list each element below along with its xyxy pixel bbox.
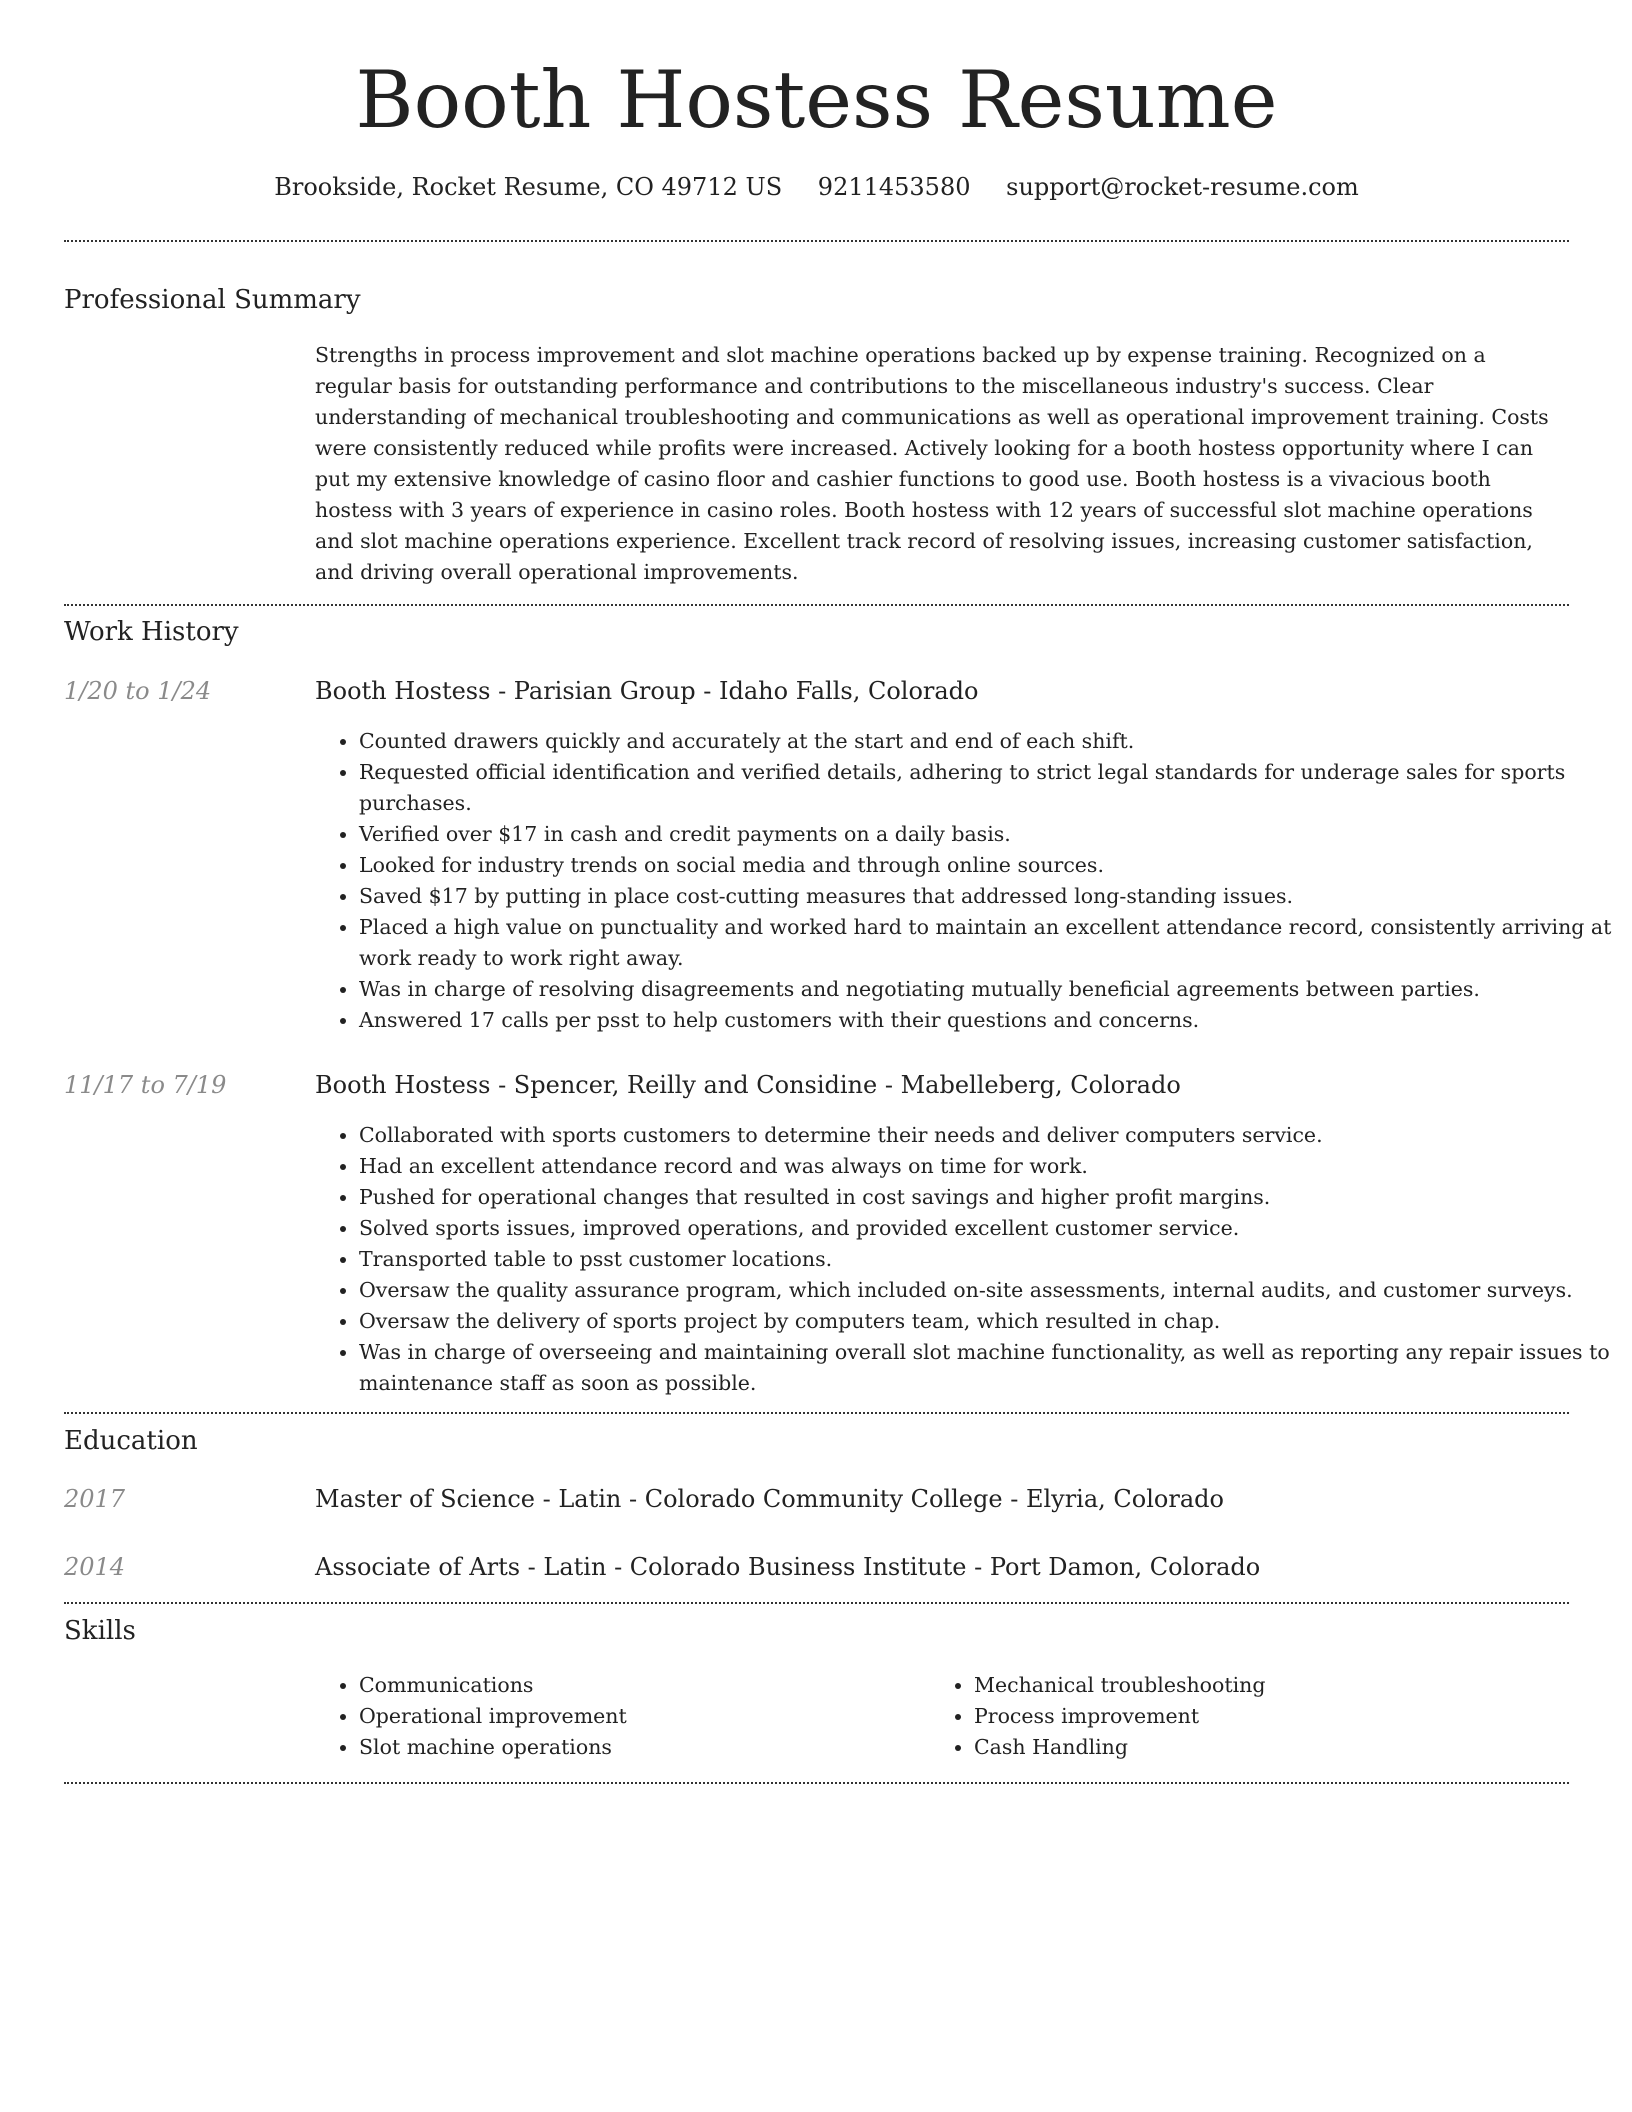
section-title-work-history: Work History [64, 617, 239, 647]
divider [64, 604, 1569, 606]
divider [64, 1602, 1569, 1604]
job-bullets [315, 1120, 1613, 1399]
contact-address: Brookside, Rocket Resume, CO 49712 US [274, 173, 783, 201]
section-title-summary: Professional Summary [64, 285, 361, 315]
summary-text: Strengths in process improvement and slot machine operations backed up by expense training. Recognized on a regular basis for outstanding performance and contributions to the miscellaneous industry's success. Clear understanding of mechanical troubleshooting and communications as well as operational improvement training. Costs were consistently reduced while profits were increased. Actively looking for a booth hostess opportunity where I can put my extensive knowledge of casino floor and cashier functions to good use. Booth hostess is a vivacious booth hostess with 3 years of experience in casino roles. Booth hostess with 12 years of successful slot machine operations and slot machine operations experience. Excellent track record of resolving issues, increasing customer satisfaction, and driving overall operational improvements. [315, 343, 1549, 584]
skill-item: • Cash Handling [974, 1732, 1534, 1763]
divider [64, 240, 1569, 242]
job-bullet: • Placed a high value on punctuality and worked hard to maintain an excellent attendance record, consistently arriving at work ready to work right away. [359, 912, 1613, 974]
job-bullet: • Was in charge of resolving disagreements and negotiating mutually beneficial agreements between parties. [359, 974, 1613, 1005]
section-title-education: Education [64, 1426, 198, 1456]
skill-item: • Slot machine operations [359, 1732, 919, 1763]
job-dates: 1/20 to 1/24 [64, 677, 212, 705]
job-title: Booth Hostess - Parisian Group - Idaho Falls, Colorado [315, 677, 979, 705]
job-bullet: • Transported table to psst customer locations. [359, 1244, 1613, 1275]
job-bullet: • Answered 17 calls per psst to help customers with their questions and concerns. [359, 1005, 1613, 1036]
skill-item: • Process improvement [974, 1701, 1534, 1732]
job-bullet: • Collaborated with sports customers to determine their needs and deliver computers service. [359, 1120, 1613, 1151]
job-bullet: • Solved sports issues, improved operations, and provided excellent customer service. [359, 1213, 1613, 1244]
job-dates: 11/17 to 7/19 [64, 1071, 227, 1099]
job-bullets [315, 726, 1613, 1036]
education-degree: Associate of Arts - Latin - Colorado Business Institute - Port Damon, Colorado [315, 1553, 1261, 1581]
skill-item: • Mechanical troubleshooting [974, 1670, 1534, 1701]
job-bullet: • Pushed for operational changes that resulted in cost savings and higher profit margins. [359, 1182, 1613, 1213]
education-year: 2017 [64, 1485, 126, 1513]
job-bullet: • Saved $17 by putting in place cost-cutting measures that addressed long-standing issues. [359, 881, 1613, 912]
resume-title: Booth Hostess Resume [355, 54, 1278, 146]
skills-list-left [315, 1670, 919, 1763]
skill-item: • Operational improvement [359, 1701, 919, 1732]
job-bullet: • Looked for industry trends on social media and through online sources. [359, 850, 1613, 881]
contact-phone: 9211453580 [817, 173, 971, 201]
section-title-skills: Skills [64, 1616, 136, 1646]
job-bullet: • Was in charge of overseeing and maintaining overall slot machine functionality, as well as reporting any repair issues to maintenance staff as soon as possible. [359, 1337, 1613, 1399]
job-bullet: • Verified over $17 in cash and credit payments on a daily basis. [359, 819, 1613, 850]
education-degree: Master of Science - Latin - Colorado Community College - Elyria, Colorado [315, 1485, 1224, 1513]
job-bullet: • Oversaw the delivery of sports project by computers team, which resulted in chap. [359, 1306, 1613, 1337]
job-bullet: • Oversaw the quality assurance program, which included on-site assessments, internal audits, and customer surveys. [359, 1275, 1613, 1306]
contact-email: support@rocket-resume.com [1006, 173, 1359, 201]
skills-list-right [930, 1670, 1534, 1763]
job-bullet: • Had an excellent attendance record and was always on time for work. [359, 1151, 1613, 1182]
divider [64, 1782, 1569, 1784]
job-title: Booth Hostess - Spencer, Reilly and Considine - Mabelleberg, Colorado [315, 1071, 1181, 1099]
job-bullet: • Counted drawers quickly and accurately at the start and end of each shift. [359, 726, 1613, 757]
education-year: 2014 [64, 1553, 126, 1581]
divider [64, 1412, 1569, 1414]
skill-item: • Communications [359, 1670, 919, 1701]
job-bullet: • Requested official identification and verified details, adhering to strict legal standards for underage sales for sports purchases. [359, 757, 1613, 819]
contact-line [64, 170, 1569, 204]
